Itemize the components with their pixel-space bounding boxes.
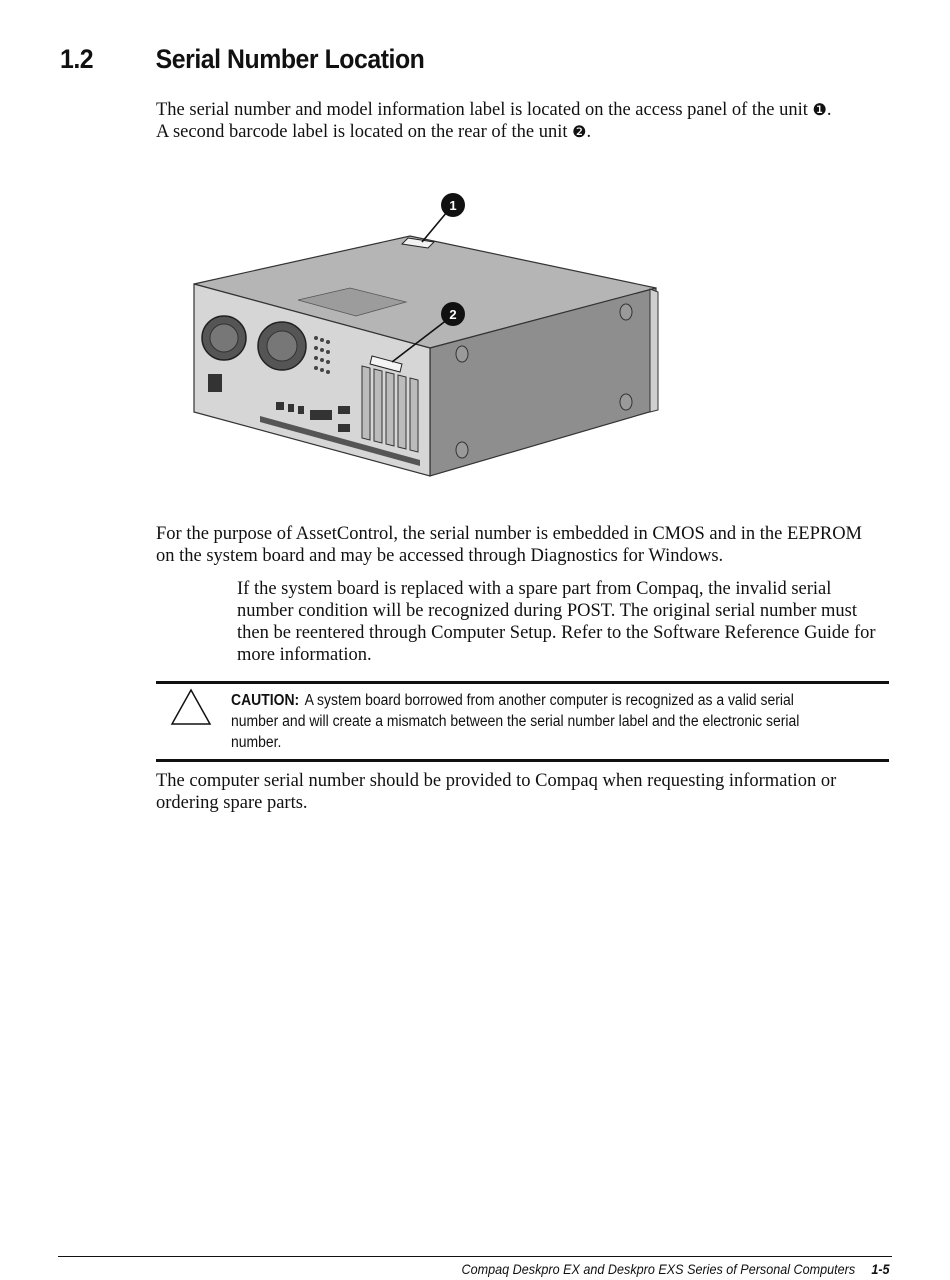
page-footer — [462, 1261, 890, 1277]
caution-label: CAUTION: — [231, 692, 300, 709]
system-board-note: If the system board is replaced with a spare part from Compaq, the invalid serial number condition will be recognized during POST. The original serial number must then be reentered through Computer Setup. Refer to the Software Reference Guide for more information. — [237, 579, 876, 665]
callout-1-glyph: ❶ — [812, 100, 827, 119]
footer-rule — [58, 1256, 892, 1257]
computer-rear-illustration — [180, 188, 680, 488]
intro-text-part-2: . A second barcode label is located on the rear of the unit — [156, 100, 832, 142]
serial-number-request-paragraph: The computer serial number should be provided to Compaq when requesting information or ordering spare parts. — [156, 771, 837, 813]
callout-2-glyph: ❷ — [572, 122, 587, 141]
caution-text — [231, 690, 816, 753]
caution-box — [156, 681, 889, 762]
intro-text-part-3: . — [586, 122, 592, 142]
callout-1-number: 1 — [449, 198, 457, 213]
callout-2-number: 2 — [449, 307, 457, 322]
footer-title: Compaq Deskpro EX and Deskpro EXS Series of Personal Computers — [461, 1261, 856, 1277]
section-heading — [60, 44, 824, 75]
caution-triangle-icon — [170, 688, 212, 726]
assetcontrol-paragraph: For the purpose of AssetControl, the serial number is embedded in CMOS and in the EEPROM on the system board and may be accessed through Diagnostics for Windows. — [156, 524, 863, 566]
intro-text-part-1: The serial number and model information label is located on the access panel of the unit — [156, 100, 813, 120]
caution-message: A system board borrowed from another computer is recognized as a valid serial number and will create a mismatch between the serial number label and the electronic serial number. — [231, 692, 800, 751]
page-number: 1-5 — [871, 1261, 890, 1277]
section-number: 1.2 — [60, 44, 94, 74]
section-title: Serial Number Location — [155, 44, 425, 74]
intro-paragraph — [156, 99, 836, 143]
